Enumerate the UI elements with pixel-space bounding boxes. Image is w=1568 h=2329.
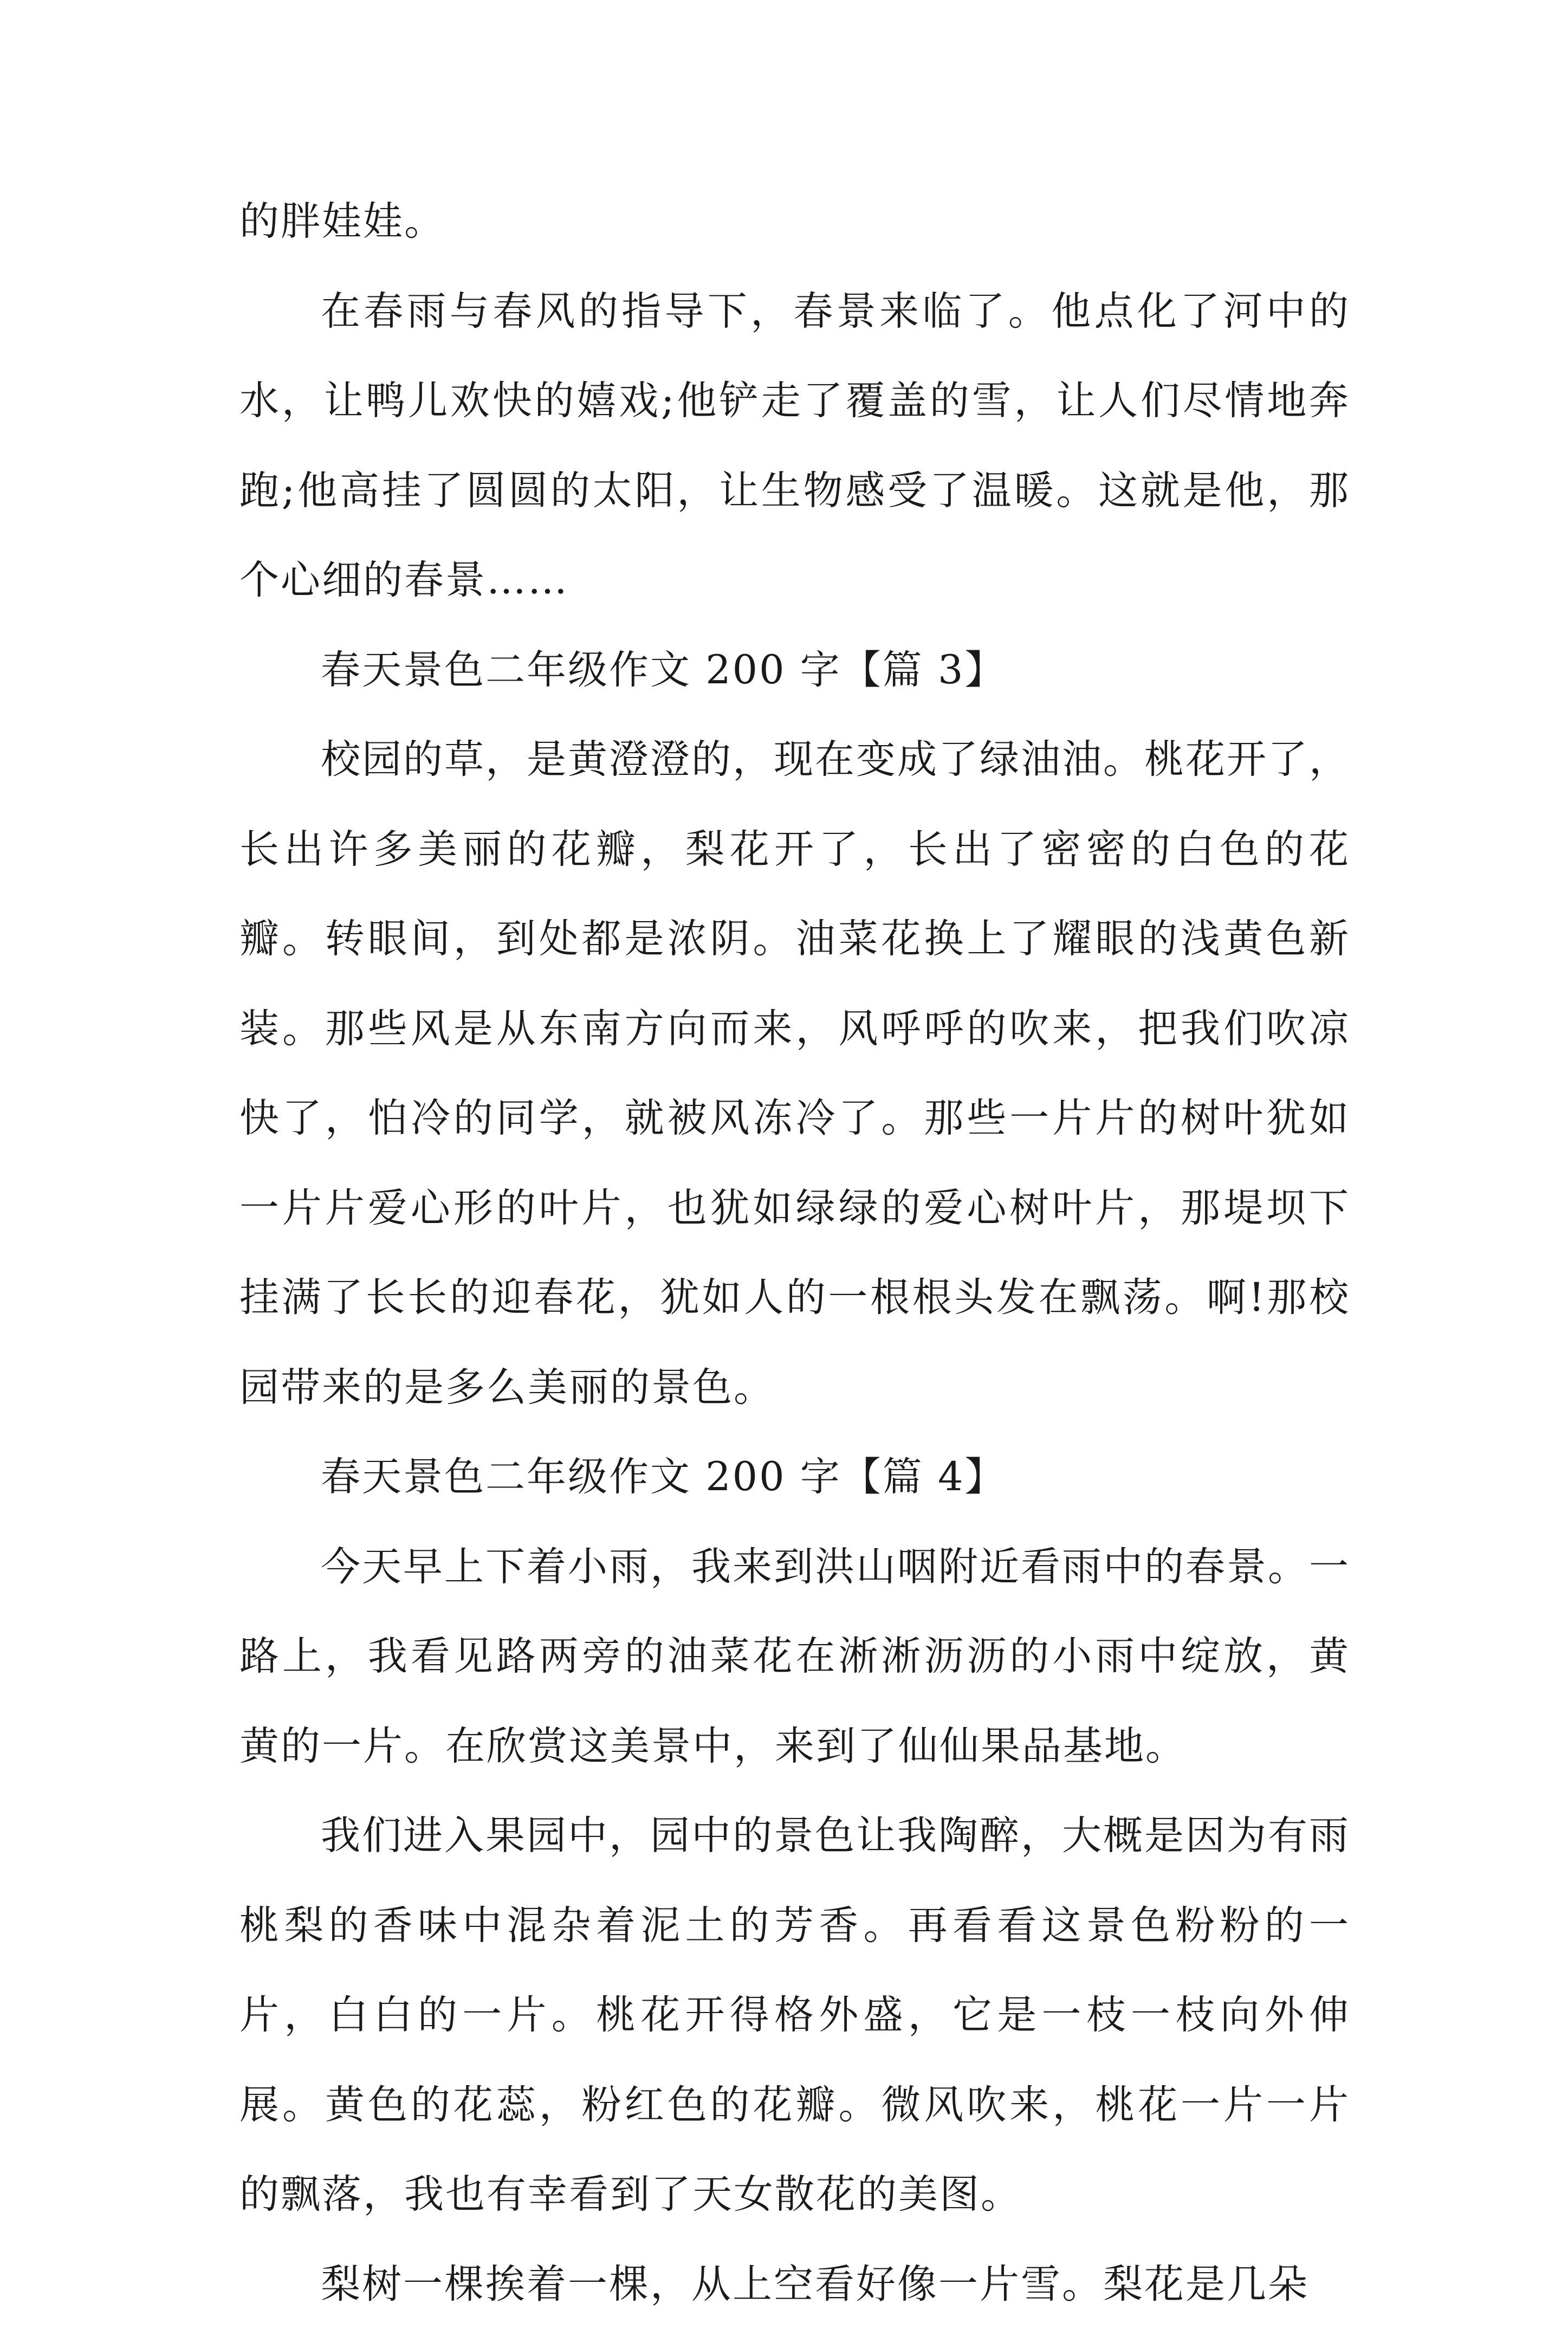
body-paragraph: 梨树一棵挨着一棵，从上空看好像一片雪。梨花是几朵	[239, 2240, 1350, 2329]
body-paragraph: 今天早上下着小雨，我来到洪山咽附近看雨中的春景。一路上，我看见路两旁的油菜花在淅淅沥沥的小雨中绽放，黄黄的一片。在欣赏这美景中，来到了仙仙果品基地。	[239, 1522, 1350, 1791]
document-body	[239, 177, 1350, 2329]
section-heading: 春天景色二年级作文 200 字【篇 3】	[239, 625, 1350, 715]
body-paragraph: 在春雨与春风的指导下，春景来临了。他点化了河中的水，让鸭儿欢快的嬉戏;他铲走了覆盖的雪，让人们尽情地奔跑;他高挂了圆圆的太阳，让生物感受了温暖。这就是他，那个心细的春景……	[239, 267, 1350, 625]
body-paragraph: 我们进入果园中，园中的景色让我陶醉，大概是因为有雨桃梨的香味中混杂着泥土的芳香。再看看这景色粉粉的一片，白白的一片。桃花开得格外盛，它是一枝一枝向外伸展。黄色的花蕊，粉红色的花瓣。微风吹来，桃花一片一片的飘落，我也有幸看到了天女散花的美图。	[239, 1791, 1350, 2240]
body-paragraph: 校园的草，是黄澄澄的，现在变成了绿油油。桃花开了，长出许多美丽的花瓣，梨花开了，长出了密密的白色的花瓣。转眼间，到处都是浓阴。油菜花换上了耀眼的浅黄色新装。那些风是从东南方向而来，风呼呼的吹来，把我们吹凉快了，怕冷的同学，就被风冻冷了。那些一片片的树叶犹如一片片爱心形的叶片，也犹如绿绿的爱心树叶片，那堤坝下挂满了长长的迎春花，犹如人的一根根头发在飘荡。啊!那校园带来的是多么美丽的景色。	[239, 715, 1350, 1432]
continuation-paragraph: 的胖娃娃。	[239, 177, 1350, 267]
section-heading: 春天景色二年级作文 200 字【篇 4】	[239, 1432, 1350, 1522]
